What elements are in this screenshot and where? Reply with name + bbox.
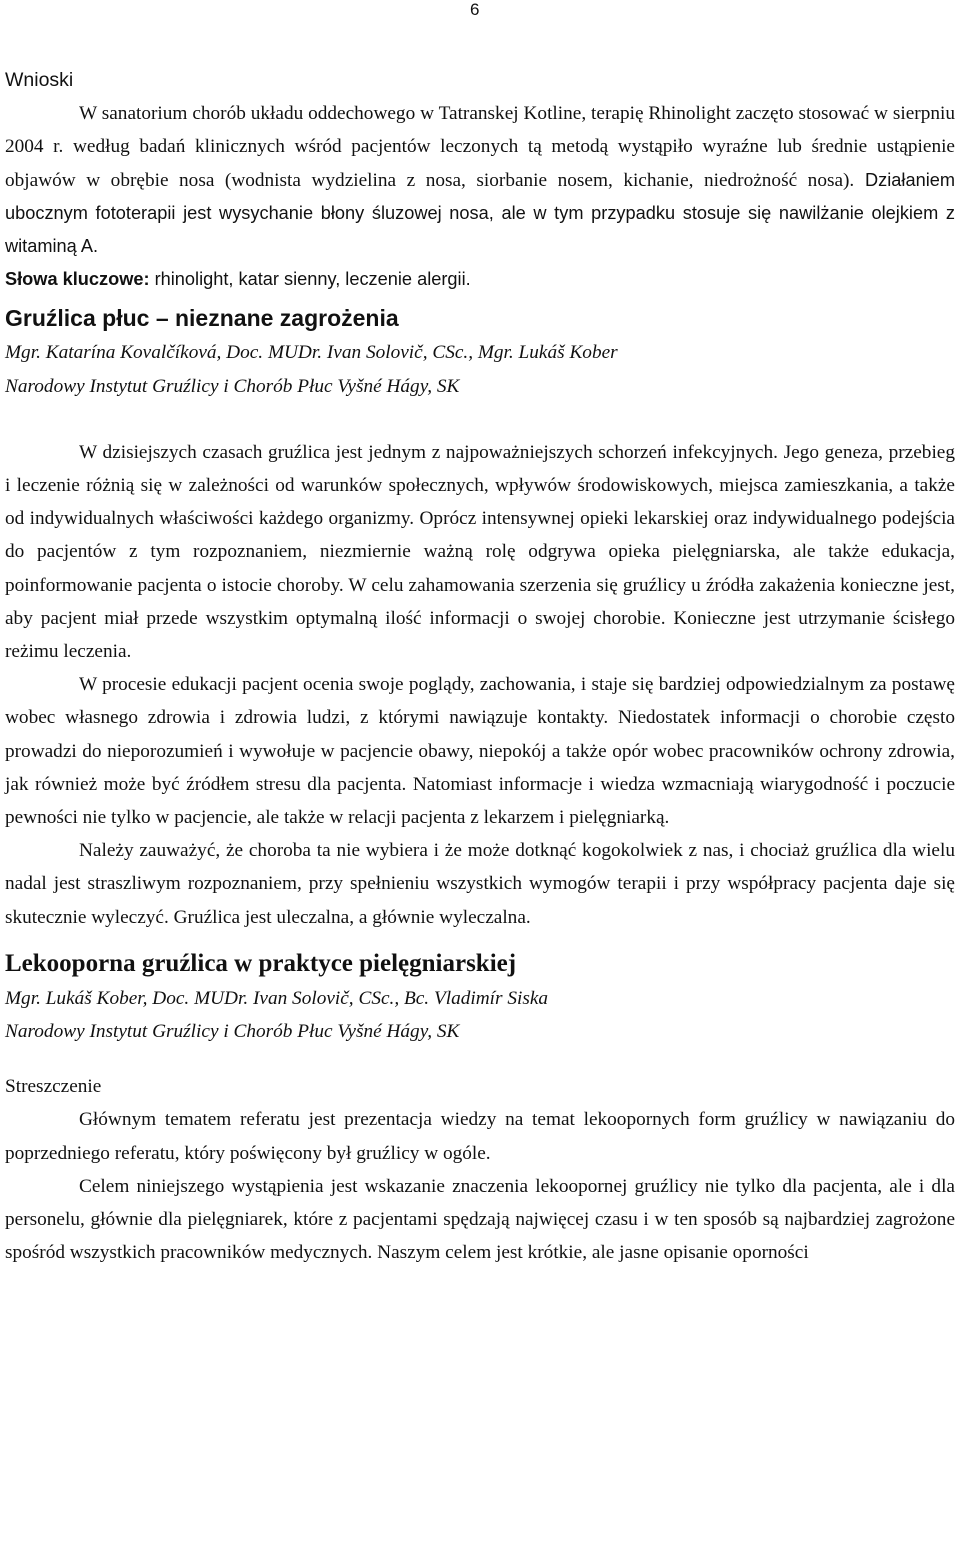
keywords-text: rhinolight, katar sienny, leczenie alergii. [149,269,471,290]
conclusions-paragraph [5,97,955,263]
article-institution: Narodowy Instytut Gruźlicy i Chorób Płuc Vyšné Hágy, SK [5,375,460,397]
spacer [5,403,955,436]
article-authors: Mgr. Katarína Kovalčíková, Doc. MUDr. Ivan Solovič, CSc., Mgr. Lukáš Kober [5,342,618,364]
paragraph-text: Należy zauważyć, że choroba ta nie wybiera i że może dotknąć kogokolwiek z nas, i chociaż gruźlica dla wielu nadal jest straszliwym rozpoznaniem, przy spełnieniu wszystkich wymogów terapii i przy współpracy pacjenta daje się skutecznie wyleczyć. [5,840,955,928]
keywords-label: Słowa kluczowe: [5,269,150,290]
article-paragraph [5,668,955,834]
article-authors: Mgr. Lukáš Kober, Doc. MUDr. Ivan Solovič, CSc., Bc. Vladimír Siska [5,987,549,1009]
paragraph-text: Jego geneza, przebieg i leczenie różnią się w zależności od warunków społecznych, wpływów środowiskowych, miejsca zamieszkania, a także od indywidualnych właściwości każdego organizmy. [5,441,955,530]
article-paragraph [5,436,955,668]
article-title-tuberculosis: Gruźlica płuc – nieznane zagrożenia [5,305,399,332]
page-number: 6 [470,0,480,19]
paragraph-text: Niedostatek informacji o chorobie często prowadzi do nieporozumień i wywołuje w pacjencie obawy, niepokój a także opór wobec pracowników ochrony zdrowia, jak również może być źródłem stresu dla pacjenta. Natomiast informacje i wiedza wzmacniają wiarygodność i poczucie pewności nie tylko w pacjencie, ale także w relacji pacjenta z lekarzem i pielęgniarką. [5,707,955,829]
conclusions-text: W sanatorium chorób układu oddechowego w Tatranskej Kotline, terapię Rhinolight zaczęto stosować w sierpniu 2004 r. według badań klinicznych wśród pacjentów leczonych tą metodą wystąpiło wyraźne lub średnie ustąpienie objawów w obrębie nosa (wodnista wydzielina z nosa, siorbanie nosem, kichanie, niedrożność nosa). [5,103,955,191]
article-paragraph [5,834,955,934]
abstract-paragraph [5,1170,955,1270]
paragraph-text: Naszym celem jest krótkie, ale jasne opisanie oporności [372,1242,809,1264]
conclusions-text-side-effects: Działaniem ubocznym fototerapii jest wysychanie błony śluzowej nosa, ale w tym przypadku stosuje się nawilżanie olejkiem z witaminą A. [5,169,955,257]
abstract-paragraph: Głównym tematem referatu jest prezentacja wiedzy na temat lekoopornych form gruźlicy w nawiązaniu do poprzedniego referatu, który poświęcony był gruźlicy w ogóle. [5,1109,955,1164]
paragraph-text: Celem niniejszego wystąpienia jest wskazanie znaczenia lekoopornej gruźlicy nie tylko dla pacjenta, ale i dla personelu, głównie dla pielęgniarek, które z pacjentami spędzają najwięcej czasu i w ten sposób są najbardziej zagrożone spośród wszystkich pracowników medycznych. [5,1175,955,1264]
keywords-line [5,263,955,296]
paragraph-text: W procesie edukacji pacjent ocenia swoje poglądy, zachowania, i staje się bardziej odpowiedzialnym za postawę wobec własnego zdrowia i zdrowia ludzi, z którymi nawiązuje kontakty. [5,674,955,729]
section-heading-conclusions: Wnioski [5,69,74,91]
article-title-drug-resistant: Lekooporna gruźlica w praktyce pielęgniarskiej [5,949,517,977]
spacer [5,1048,955,1070]
abstract-heading: Streszczenie [5,1076,102,1098]
article-institution: Narodowy Instytut Gruźlicy i Chorób Płuc Vyšné Hágy, SK [5,1021,460,1043]
paragraph-text: Oprócz intensywnej opieki lekarskiej oraz indywidualnego podejścia do pacjentów z tym rozpoznaniem, niezmiernie ważną rolę odgrywa opieka pielęgniarska, ale także edukacja, poinformowanie pacjenta o istocie choroby. W celu zahamowania szerzenia się gruźlicy u źródła zakażenia konieczne jest, aby pacjent miał przede wszystkim optymalną ilość informacji o swojej chorobie. Konieczne jest utrzymanie ścisłego reżimu leczenia. [5,508,955,663]
paragraph-text: Gruźlica jest uleczalna, a głównie wyleczalna. [168,906,531,928]
paragraph-text: W dzisiejszych czasach gruźlica jest jednym z najpoważniejszych schorzeń infekcyjnych. [79,441,778,463]
document-body [5,64,955,1270]
